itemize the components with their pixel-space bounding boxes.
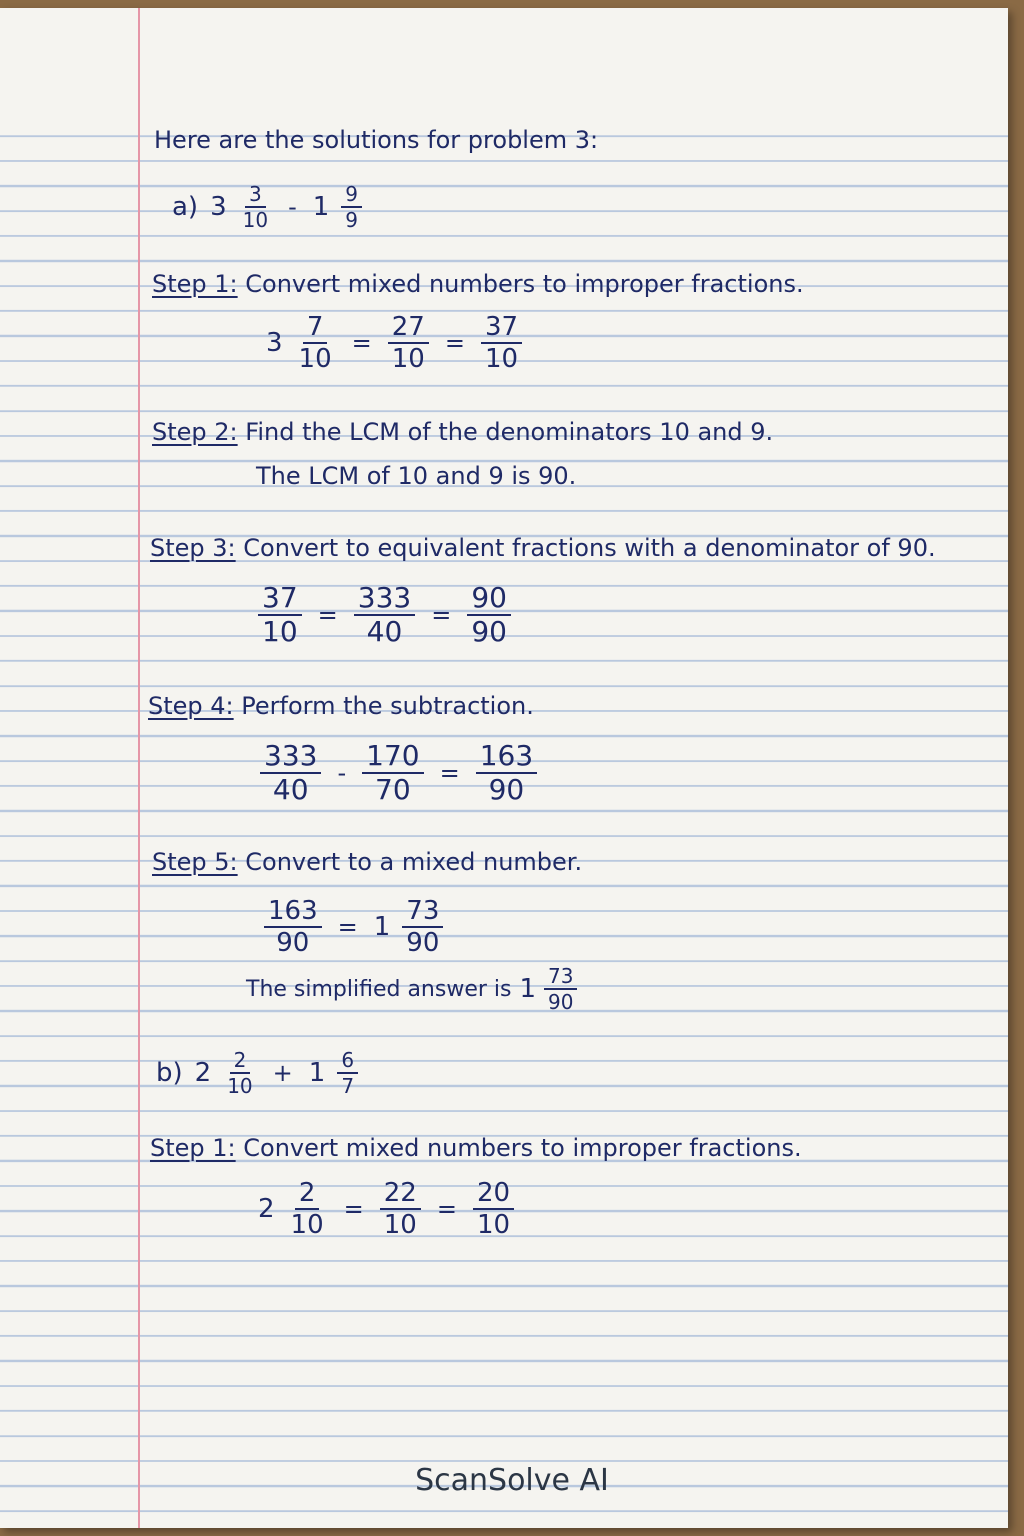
step-heading: Step 1: Convert mixed numbers to improper fractions. [150, 1134, 802, 1162]
fraction: $\frac{20}{10}$ [473, 1180, 514, 1238]
margin-line [138, 8, 140, 1528]
mixed-whole: 3 [210, 192, 227, 222]
fraction: $\frac{170}{70}$ [362, 742, 423, 804]
fraction: $\frac{6}{7}$ [337, 1050, 358, 1096]
fraction: $\frac{163}{90}$ [264, 898, 322, 956]
step-heading: Step 3: Convert to equivalent fractions with a denominator of 90. [150, 534, 936, 562]
fraction: $\frac{333}{40}$ [354, 584, 415, 646]
mixed-whole: 1 [308, 1058, 326, 1088]
step-equation: $\frac{37}{10}$ = $\frac{333}{40}$ = $\frac{90}{90}$ [258, 584, 511, 646]
fraction: $\frac{90}{90}$ [467, 584, 511, 646]
fraction: $\frac{22}{10}$ [380, 1180, 421, 1238]
fraction: $\frac{37}{10}$ [258, 584, 302, 646]
step-equation: 3 $\frac{7}{10}$ = $\frac{27}{10}$ = $\frac{37}{10}$ [266, 314, 522, 372]
mixed-whole: 1 [312, 192, 330, 222]
fraction: $\frac{2}{10}$ [227, 1048, 253, 1098]
fraction: $\frac{2}{10}$ [290, 1178, 324, 1240]
operator: - [288, 193, 297, 221]
intro-text: Here are the solutions for problem 3: [154, 126, 599, 154]
fraction: $\frac{37}{10}$ [481, 314, 522, 372]
fraction: $\frac{27}{10}$ [388, 314, 429, 372]
step-heading: Step 5: Convert to a mixed number. [152, 848, 583, 876]
fraction: $\frac{333}{40}$ [260, 742, 321, 804]
fraction: $\frac{3}{10}$ [242, 182, 269, 232]
simplified-answer: The simplified answer is 1 $\frac{73}{90}$ [246, 966, 577, 1012]
step-heading: Step 1: Convert mixed numbers to improper fractions. [152, 270, 804, 298]
step-heading: Step 2: Find the LCM of the denominators 10 and 9. [152, 418, 774, 446]
part-a-label: a) [172, 192, 199, 222]
step-equation: 2 $\frac{2}{10}$ = $\frac{22}{10}$ = $\frac{20}{10}$ [258, 1180, 514, 1238]
step-heading: Step 4: Perform the subtraction. [148, 692, 534, 720]
notebook-page [0, 8, 1008, 1528]
part-b-label: b) [156, 1058, 183, 1088]
fraction: $\frac{9}{9}$ [341, 184, 362, 230]
fraction: $\frac{163}{90}$ [476, 742, 537, 804]
fraction: $\frac{7}{10}$ [298, 312, 332, 374]
part-b-problem: b) 2 $\frac{2}{10}$ + 1 $\frac{6}{7}$ [156, 1050, 358, 1096]
step-equation: $\frac{333}{40}$ - $\frac{170}{70}$ = $\frac{163}{90}$ [260, 742, 537, 804]
lcm-result: The LCM of 10 and 9 is 90. [256, 462, 577, 490]
fraction: $\frac{73}{90}$ [402, 898, 443, 956]
step-equation: $\frac{163}{90}$ = 1 $\frac{73}{90}$ [264, 898, 443, 956]
mixed-whole: 2 [194, 1058, 212, 1088]
footer-brand: ScanSolve AI [415, 1463, 609, 1498]
fraction: $\frac{73}{90}$ [544, 966, 577, 1012]
part-a-problem [172, 184, 362, 230]
